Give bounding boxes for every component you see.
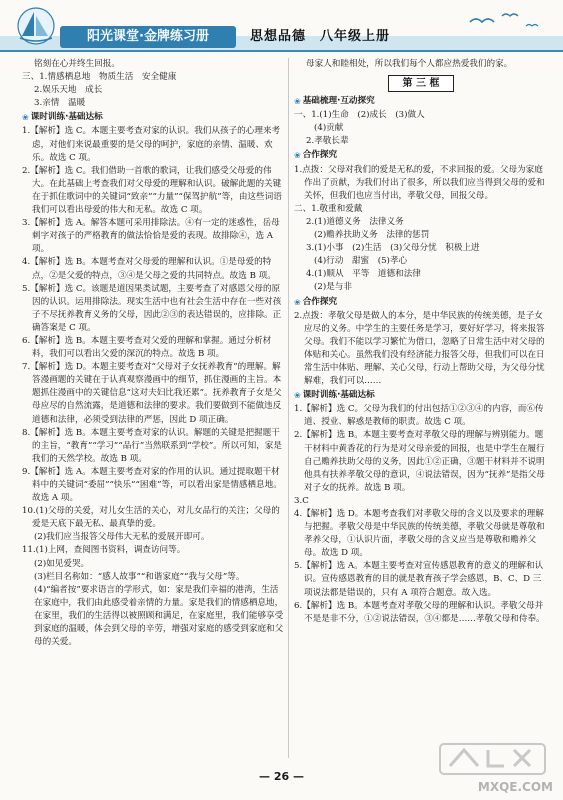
- answer-paragraph: 4.【解析】选 D。本题考查我们对孝敬父母的含义以及要求的理解与把握。孝敬父母是中华民族的传统美德，孝敬父母就是尊敬和孝养父母，①认识片面，孝敬父母的含义应当是尊敬和赡养父母。故选 D 项。: [294, 509, 545, 559]
- answer-paragraph: 10.(1)父母的关爱，对儿女生活的关心，对儿女品行的关注；父母的爱是天底下最无私、最真挚的爱。: [22, 506, 280, 530]
- flower-bullet-icon: ❀: [294, 391, 301, 401]
- answer-paragraph: 2.孝敬长辈: [306, 136, 349, 147]
- left-column: [22, 58, 284, 649]
- answer-paragraph: 5.【解析】选 C。该题是道因果类试题，主要考查了对感恩父母的原因的认识。运用排除法。现实生活中也有社会生活中存在一些对孩子不尽抚养教育义务的父母，因此②③的表达错误的，应排除。正确答案是 C 项。: [22, 283, 282, 333]
- flower-bullet-icon: ❀: [294, 151, 301, 161]
- flower-bullet-icon: ❀: [294, 297, 301, 307]
- answer-paragraph: (4)贡献: [314, 123, 344, 134]
- section-heading: [294, 149, 548, 162]
- answer-paragraph: 8.【解析】选 B。本题主要考查对家的认识。解题的关键是把握题干的主旨，“教育”“学习”“品行”当然联系到“学校”。所以可知，家是我们的天然学校。故选 B 项。: [22, 427, 282, 464]
- answer-paragraph: (4)“编者按”要求语言的学形式，如：家是我们幸福的港湾，生活在家庭中，我们由此感受着亲情的力量。家是我们的情感栖息地，在家里，我们的生活得以被照顾和满足，在家庭里，我们能够享受到家庭的温暖，体会到父母的辛劳，增强对家庭的感受到家庭和父母的关爱。: [34, 584, 284, 648]
- section-heading-text: 合作探究: [302, 150, 338, 161]
- section-heading-text: 基础梳理·互动探究: [302, 96, 375, 107]
- series-title: 阳光课堂·金牌练习册: [60, 26, 236, 48]
- answer-paragraph: 1.点拨：父母对我们的爱是无私的爱，不求回报的爱。父母为家庭作出了贡献，为我们付出了很多，所以我们应当得到父母的爱和关怀，但我们也应当付出，孝敬父母，回报父母。: [294, 164, 545, 201]
- answer-paragraph: 3.C: [294, 495, 309, 506]
- answer-paragraph: 5.【解析】选 A。本题主要考查对宣传感恩教育的意义的理解和认识。宣传感恩教育的目的就是教育孩子学会感恩，B、C、D 三项说法都是错误的，只有 A 项符合题意。故入选。: [294, 561, 544, 598]
- column-divider: [288, 58, 289, 758]
- subject-title: 思想品德 八年级上册: [250, 29, 391, 44]
- answer-paragraph: 6.【解析】选 B。本题主要考查对父爱的理解和掌握。通过分析材料，我们可以看出父爱的深沉的特点。故选 B 项。: [22, 335, 272, 360]
- watermark-text: MXQE.COM: [477, 780, 553, 794]
- answer-paragraph: 2.【解析】选 C。我们借助一首歌的歌词，让我们感受父母爱的伟大。在此基础上考查我们对父母爱的理解和认识。破解此题的关键在于抓住歌词中的关键词“致亲”“力量”“保驾护航”等，由这些词语我们可以看出母爱的伟大和无私。故选 C 项。: [22, 165, 282, 216]
- birds-icon: [440, 8, 550, 42]
- answer-paragraph: 铭刻在心并终生回报。: [34, 59, 120, 69]
- section-heading: [294, 296, 548, 309]
- page-header: [0, 0, 563, 56]
- answer-paragraph: 3.(1)小事 (2)生活 (3)父母分忧 积极上进: [306, 243, 480, 254]
- answer-paragraph: 2.(1)道德义务 法律义务: [306, 216, 404, 227]
- section-heading: [294, 389, 548, 402]
- answer-paragraph: 2.点拨：孝敬父母是做人的本分，是中华民族的传统美德，是子女应尽的义务。中学生的主要任务是学习，要好好学习，将来报答父母。我们不能以学习繁忙为借口，忽略了日常生活中对父母的体贴和关心。虽然我们没有经济能力报答父母，但我们可以在日常生活中体贴、理解、关心父母，行动上帮助父母，为父母分忧解难，我们可以……: [294, 310, 545, 387]
- section-heading-text: 课时训练·基础达标: [302, 390, 375, 401]
- answer-paragraph: 2.娱乐天地 成长: [34, 85, 103, 96]
- answer-paragraph: (4)行动 甜蜜 (5)孝心: [314, 256, 408, 267]
- sailboat-logo-icon: [14, 6, 58, 48]
- answer-paragraph: 6.【解析】选 B。本题考查对孝敬父母的理解和认识。孝敬父母并不是是非不分，①②说法错误，③④都是……孝敬父母和侍奉。: [294, 600, 545, 624]
- answer-paragraph: 1.【解析】选 C。本题主要考查对家的认识。我们从孩子的心理来考虑，对他们来说最重要的是父母的呵护，家庭的亲情、温暖、欢乐。故选 C 项。: [22, 126, 281, 163]
- flower-bullet-icon: ❀: [22, 113, 29, 123]
- answer-paragraph: 4.【解析】选 B。本题考查对父母爱的理解和认识。①是母爱的特点，②是父爱的特点，③④是父母之爱的共同特点。故选 B 项。: [22, 257, 276, 281]
- answer-paragraph: 3.【解析】选 A。解答本题可采用排除法。④有一定的迷惑性，岳母刺字对孩子的严格教育的做法恰恰是爱的表现。故排除④，选 A 项。: [22, 218, 280, 255]
- watermark-logo: [430, 740, 555, 796]
- page-number: — 26 —: [259, 770, 304, 783]
- section-heading: [22, 111, 284, 124]
- answer-paragraph: 二、1.敬重和爱戴: [294, 203, 363, 214]
- lesson-box-title: 第 三 框: [388, 75, 454, 92]
- answer-paragraph: 3.亲情 温暖: [34, 98, 86, 109]
- answer-paragraph: (3)栏目名称如：“感人故事”“和谐家庭”“我与父母”等。: [34, 571, 245, 582]
- answer-paragraph: 一、1.(1)生命 (2)成长 (3)做人: [294, 110, 425, 121]
- answer-paragraph: 母家人和睦相处，所以我们每个人都应热爱我们的家。: [306, 59, 513, 69]
- section-heading: [294, 95, 548, 108]
- answer-paragraph: (2)如见爱哭。: [34, 558, 90, 569]
- flower-bullet-icon: ❀: [294, 97, 301, 107]
- answer-paragraph: 7.【解析】选 D。本题主要考查对“父母对子女抚养教育”的理解。解答漫画题的关键在于认真观察漫画中的细节，抓住漫画的主旨。本题抓住漫画中的关键信息“这对夫妇比我还累”。抚养教育子女是父母应尽的自然流露，是道德和法律的要求。我们要做到不能做违反道德和法律，必须受到法律的严惩，因此 D 项正确。: [22, 362, 282, 425]
- section-heading-text: 合作探究: [302, 296, 338, 307]
- header-rule: [0, 50, 563, 52]
- answer-paragraph: 11.(1)上网，查阅图书资料，调查访问等。: [22, 545, 186, 556]
- answer-paragraph: (2)我们应当报答父母伟大无私的爱展开即可。: [34, 532, 210, 543]
- answer-paragraph: (2)赡养扶助义务 法律的惩罚: [314, 230, 430, 241]
- answer-paragraph: 2.【解析】选 B。本题主要考查对孝敬父母的理解与辨别能力。题干材料中黄香花的行为是对父母亲爱的回报，也是中学生在履行自己赡养扶助父母的义务，因此①②正确，③题干材料并不说明他具有扶养孝敬父母的意识，④说法错误，因为“抚养”是指父母对子女的抚养。故选 B 项。: [294, 430, 545, 493]
- answer-paragraph: 三、1.情感栖息地 物质生活 安全健康: [22, 72, 177, 83]
- right-column: [294, 58, 548, 626]
- section-heading-text: 课时训练·基础达标: [30, 112, 103, 123]
- answer-paragraph: 9.【解析】选 A。本题主要考查对家的作用的认识。通过提取题干材料中的关键词“委屈”“快乐”“困难”等，可以看出家是情感栖息地。故选 A 项。: [22, 466, 282, 504]
- answer-paragraph: 4.(1)顺从 平等 道德和法律: [306, 269, 421, 280]
- answer-paragraph: 1.【解析】选 C。父母为我们的付出包括①②③④的内容，而⑥传道、授业、解惑是教师的职责。故选 C 项。: [294, 404, 544, 428]
- answer-paragraph: (2)是与非: [314, 282, 352, 293]
